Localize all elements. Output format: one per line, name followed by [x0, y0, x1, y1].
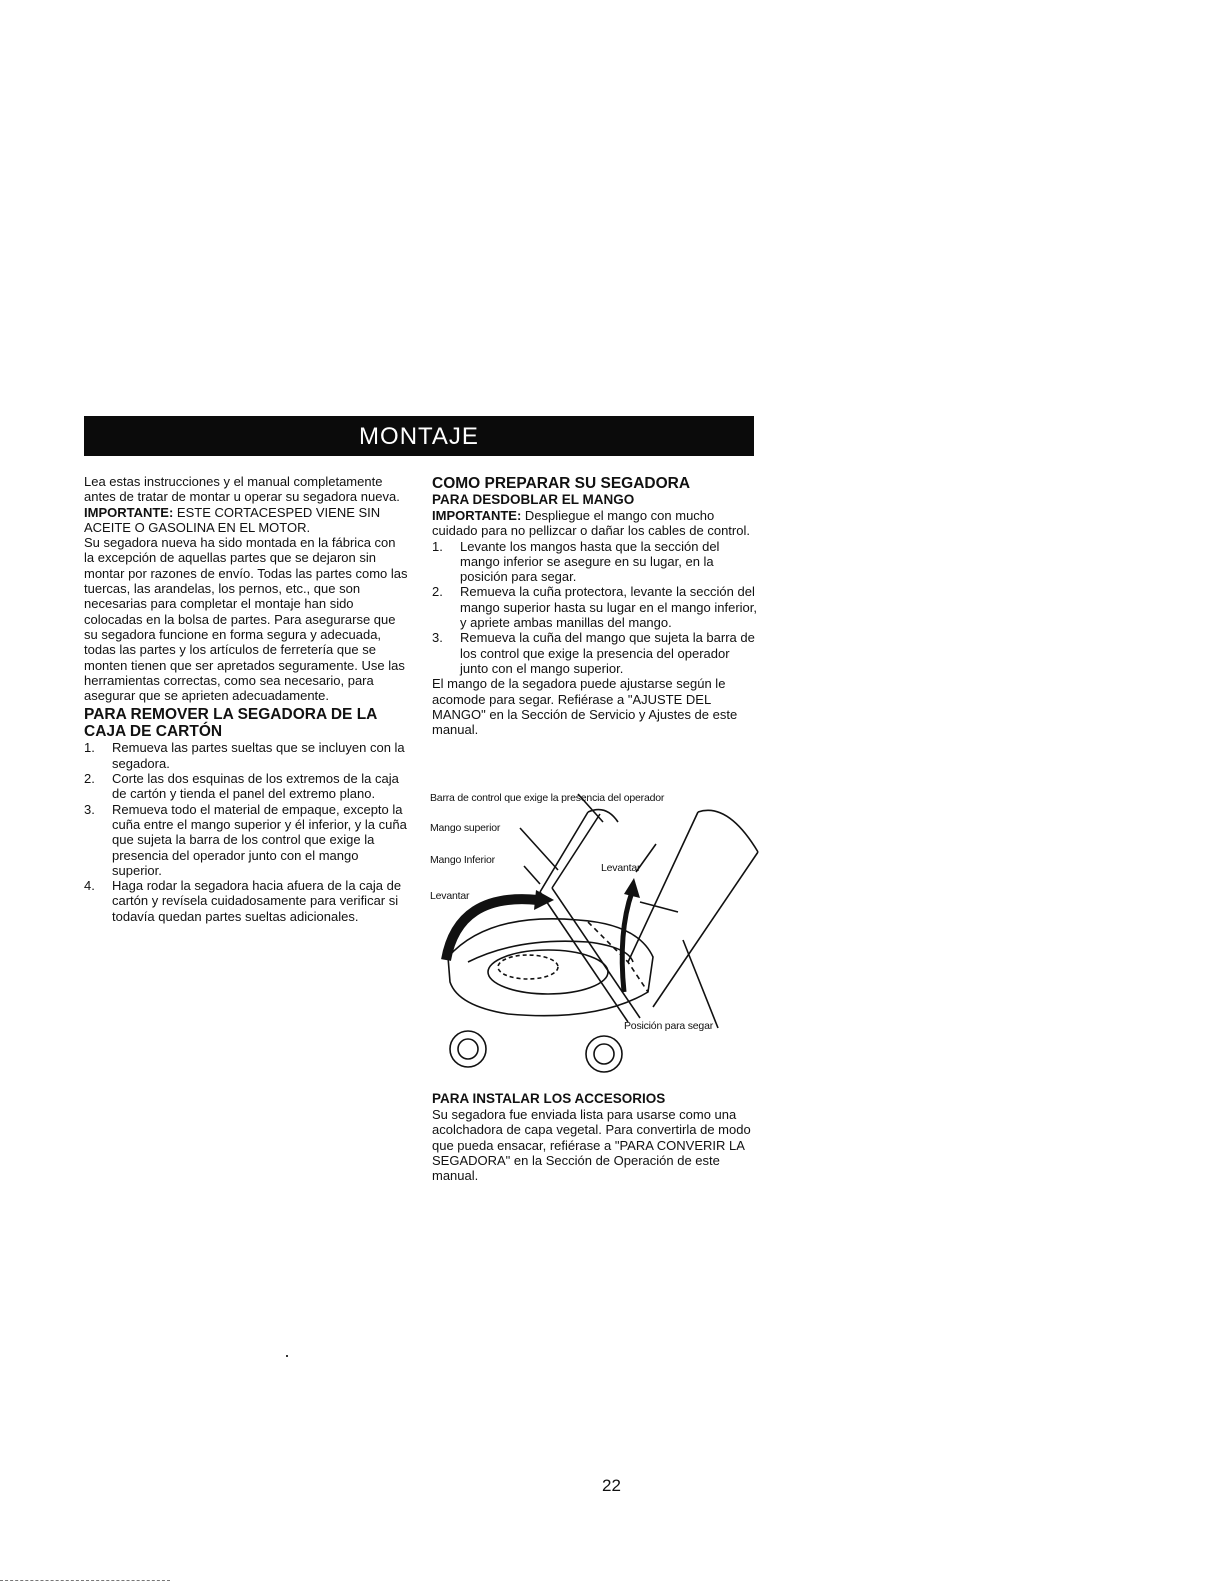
label-lift-left: Levantar: [430, 890, 470, 902]
section-banner: [84, 416, 754, 456]
important-text: ESTE CORTACESPED VIENE SIN ACEITE O GASOLINA EN EL MOTOR.: [84, 504, 381, 535]
accessories-section: [432, 1091, 757, 1183]
label-control-bar: Barra de control que exige la presencia del operador: [430, 792, 665, 804]
list-item: [84, 740, 409, 771]
important-note: [84, 505, 409, 536]
important-label: IMPORTANTE:: [432, 508, 522, 523]
step-text: Remueva las partes sueltas que se incluyen con la segadora.: [112, 740, 405, 771]
accessories-heading: PARA INSTALAR LOS ACCESORIOS: [432, 1091, 666, 1106]
step-number: 1.: [432, 538, 443, 554]
list-item: [84, 771, 409, 802]
label-lower-handle: Mango Inferior: [430, 854, 495, 866]
important-text: Despliegue el mango con mucho cuidado para no pellizcar o dañar los cables de control.: [432, 508, 750, 539]
list-item: [432, 630, 757, 676]
label-upper-handle: Mango superior: [430, 822, 501, 834]
step-number: 3.: [432, 630, 443, 646]
page-number: 22: [602, 1476, 621, 1495]
intro-paragraph: Lea estas instrucciones y el manual completamente antes de tratar de montar u operar su segadora nueva.: [84, 474, 400, 505]
step-number: 3.: [84, 801, 95, 817]
step-number: 2.: [432, 584, 443, 600]
section-heading-prepare: COMO PREPARAR SU SEGADORA: [432, 475, 691, 492]
mower-drawing: [428, 792, 768, 1082]
right-column: [432, 472, 757, 737]
handle-adjust-note: El mango de la segadora puede ajustarse según le acomode para segar. Refiérase a "AJUSTE DEL MANGO" en la Sección de Servicio y Ajustes de este manual.: [432, 676, 738, 738]
step-text: Levante los mangos hasta que la sección del mango inferior se asegure en su lugar, en la posición para segar.: [460, 538, 720, 585]
step-text: Remueva todo el material de empaque, excepto la cuña entre el mango superior y él inferior, y la cuña que sujeta la barra de los control que exige la presencia del operador junto con el mango superior.: [112, 801, 407, 878]
label-mowing-position: Posición para segar: [624, 1020, 714, 1032]
list-item: [84, 802, 409, 878]
step-number: 4.: [84, 878, 95, 894]
mower-illustration: [428, 792, 768, 1082]
step-text: Corte las dos esquinas de los extremos de la caja de cartón y tienda el panel del extremo plano.: [112, 771, 399, 802]
important-label: IMPORTANTE:: [84, 504, 174, 520]
label-lift-right: Levantar: [601, 862, 641, 874]
remove-steps-list: [84, 740, 409, 924]
step-text: Haga rodar la segadora hacia afuera de la caja de cartón y revísela cuidadosamente para verificar si todavía quedan partes sueltas adicionales.: [112, 878, 402, 924]
important-note: [432, 508, 757, 539]
section-title: MONTAJE: [359, 423, 479, 450]
scan-edge: [0, 1580, 170, 1582]
unfold-steps-list: [432, 539, 757, 677]
step-text: Remueva la cuña protectora, levante la sección del mango superior hasta su lugar en el mango inferior, y apriete ambas manillas del mango.: [460, 584, 758, 631]
subheading-unfold: PARA DESDOBLAR EL MANGO: [432, 492, 635, 507]
list-item: [432, 539, 757, 585]
left-column: [84, 474, 409, 924]
list-item: [432, 584, 757, 630]
section-heading-remove: PARA REMOVER LA SEGADORA DE LA CAJA DE CARTÓN: [84, 706, 377, 741]
step-text: Remueva la cuña del mango que sujeta la barra de los control que exige la presencia del operador junto con el mango superior.: [460, 630, 755, 676]
accessories-text: Su segadora fue enviada lista para usarse como una acolchadora de capa vegetal. Para convertirla de modo que pueda ensacar, refiérase a "PARA CONVERIR LA SEGADORA" en la Sección de Operación de este manual.: [432, 1107, 751, 1184]
list-item: [84, 878, 409, 924]
speck: [286, 1355, 288, 1357]
body-paragraph: Su segadora nueva ha sido montada en la fábrica con la excepción de aquellas partes que se dejaron sin montar por razones de envío. Todas las partes como las tuercas, las arandelas, los pernos, etc., que son necesarias para completar el montaje han sido colocadas en la bolsa de partes. Para asegurarse que su segadora funcione en forma segura y adecuada, todas las partes y los artículos de ferretería que se monten tienen que ser apretados seguramente. Use las herramientas correctas, como sea necesario, para asegurar que se aprieten adecuadamente.: [84, 535, 408, 704]
step-number: 2.: [84, 771, 95, 787]
step-number: 1.: [84, 740, 95, 756]
